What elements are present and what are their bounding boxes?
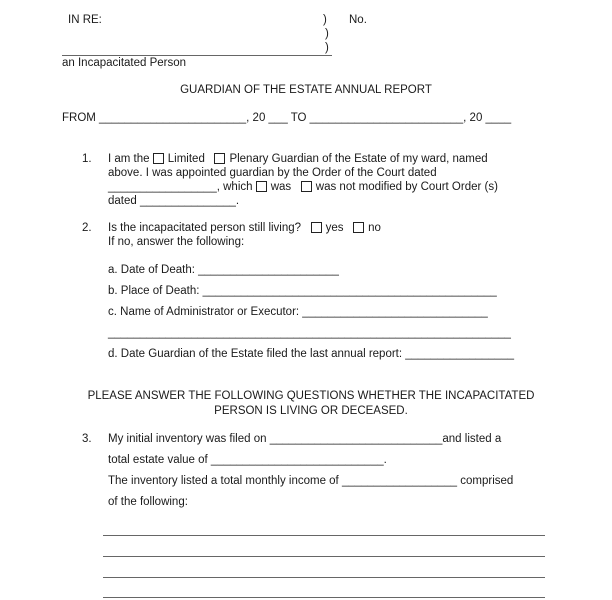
q1-number: 1. [82, 153, 92, 165]
limited-label: Limited [167, 153, 205, 165]
answer-line-4[interactable] [103, 597, 545, 598]
case-number-label: No. [349, 14, 367, 26]
q3-line2[interactable]: total estate value of ___________________________. [108, 454, 387, 466]
instruction-line-1: PLEASE ANSWER THE FOLLOWING QUESTIONS WHETHER THE INCAPACITATED [87, 390, 535, 402]
date-of-death-field[interactable]: a. Date of Death: ______________________ [108, 264, 339, 276]
was-checkbox[interactable] [256, 181, 267, 192]
q3-line3[interactable]: The inventory listed a total monthly income of __________________ comprised [108, 475, 514, 487]
was-label: was [270, 181, 292, 193]
q2-if-no: If no, answer the following: [108, 236, 245, 248]
answer-line-3[interactable] [103, 577, 545, 578]
in-re-label: IN RE: [68, 14, 102, 26]
yes-checkbox[interactable] [311, 222, 322, 233]
answer-line-1[interactable] [103, 535, 545, 536]
q1-line1 [108, 152, 488, 166]
answer-line-2[interactable] [103, 556, 545, 557]
caption-paren-1: ) [323, 14, 327, 26]
appointment-date-blank[interactable]: _________________, which [108, 181, 253, 193]
no-label: no [368, 222, 381, 234]
q3-number: 3. [82, 433, 92, 445]
no-checkbox[interactable] [353, 222, 364, 233]
q1-line2: above. I was appointed guardian by the Order of the Court dated [108, 167, 437, 179]
place-of-death-field[interactable]: b. Place of Death: ______________________________________________ [108, 285, 497, 297]
instruction-line-2: PERSON IS LIVING OR DECEASED. [214, 405, 408, 417]
caption-paren-2: ) [325, 28, 329, 40]
was-not-checkbox[interactable] [301, 181, 312, 192]
q1-i-am-the: I am the [108, 153, 150, 165]
q3-line4: of the following: [108, 496, 188, 508]
was-not-label: was not modified by Court Order (s) [315, 181, 498, 193]
report-period-line: FROM _______________________, 20 ___ TO ________________________, 20 ____ [62, 112, 512, 124]
q1-line3 [108, 180, 498, 194]
incapacitated-person-label: an Incapacitated Person [62, 57, 187, 69]
q3-line1[interactable]: My initial inventory was filed on ___________________________and listed a [108, 433, 502, 445]
administrator-name-field[interactable]: c. Name of Administrator or Executor: _____________________________ [108, 306, 488, 318]
last-report-date-field[interactable]: d. Date Guardian of the Estate filed the last annual report: _________________ [108, 348, 514, 360]
plenary-label: Plenary Guardian of the Estate of my ward, named [229, 153, 488, 165]
q1-line4: dated _______________. [108, 195, 240, 207]
q2-line1 [108, 221, 381, 235]
plenary-checkbox[interactable] [214, 153, 225, 164]
q2-question: Is the incapacitated person still living? [108, 222, 302, 234]
limited-checkbox[interactable] [153, 153, 164, 164]
yes-label: yes [325, 222, 344, 234]
q2-number: 2. [82, 222, 92, 234]
page-title: GUARDIAN OF THE ESTATE ANNUAL REPORT [180, 84, 432, 96]
caption-paren-3: ) [325, 42, 329, 54]
administrator-name-continued[interactable]: _______________________________________________________________ [108, 327, 511, 339]
